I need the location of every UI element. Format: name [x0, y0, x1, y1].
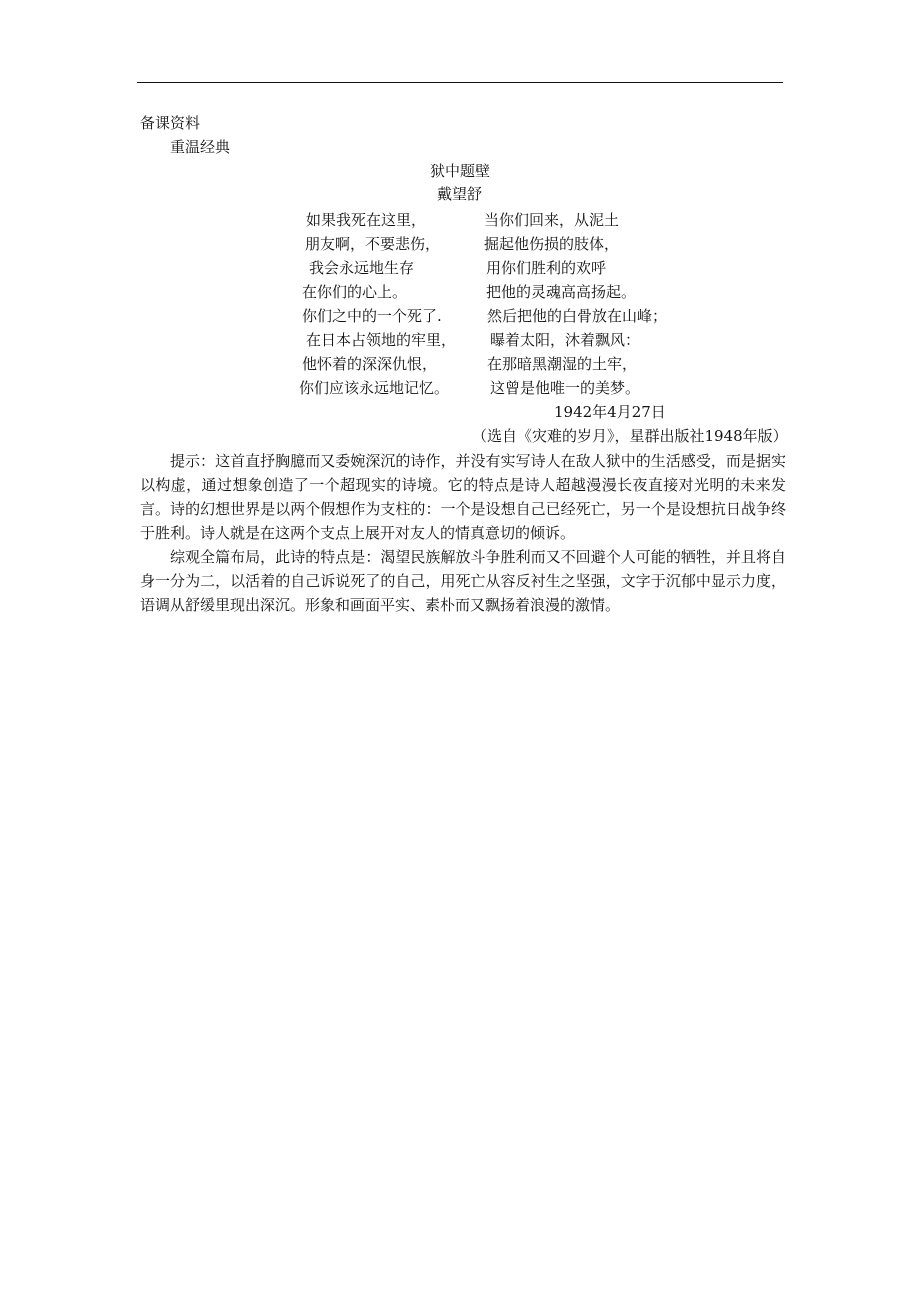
poem-right-line: 掘起他伤损的肢体， [484, 235, 620, 253]
header-rule [137, 82, 783, 83]
poem-date: 1942年4月27日 [554, 403, 666, 421]
poem-left-line: 在日本占领地的牢里， [306, 331, 457, 349]
poem-right-line: 当你们回来，从泥土 [484, 211, 620, 229]
poem-left-line: 我会永远地生存 [309, 259, 415, 277]
poem-left-line: 如果我死在这里， [306, 211, 427, 229]
poem-right-line: 在那暗黑潮湿的土牢， [487, 355, 638, 373]
poem-right-line: 然后把他的白骨放在山峰； [487, 307, 668, 325]
summary-paragraph: 综观全篇布局，此诗的特点是：渴望民族解放斗争胜利而又不回避个人可能的牺牲，并且将自身一分为二，以活着的自己诉说死了的自己，用死亡从容反衬生之坚强，文字于沉郁中显示力度，语调从舒缓里现出深沉。形象和画面平实、素朴而又飘扬着浪漫的激情。 [140, 548, 786, 614]
sub-label: 重温经典 [170, 138, 231, 156]
hint-paragraph: 提示：这首直抒胸臆而又委婉深沉的诗作，并没有实写诗人在敌人狱中的生活感受，而是据实以构虚，通过想象创造了一个超现实的诗境。它的特点是诗人超越漫漫长夜直接对光明的未来发言。诗的幻想世界是以两个假想作为支柱的：一个是设想自己已经死亡，另一个是设想抗日战争终于胜利。诗人就是在这两个支点上展开对友人的情真意切的倾诉。 [140, 452, 786, 542]
poem-title: 狱中题壁 [430, 162, 491, 180]
poem-right-line: 用你们胜利的欢呼 [486, 259, 607, 277]
poem-left-line: 朋友啊，不要悲伤， [305, 235, 441, 253]
poem-left-line: 你们之中的一个死了. [302, 307, 442, 325]
poem-source: （选自《灾难的岁月》，星群出版社1948年版） [472, 427, 788, 445]
poem-author: 戴望舒 [437, 185, 483, 203]
poem-left-line: 你们应该永远地记忆。 [299, 379, 450, 397]
poem-right-line: 把他的灵魂高高扬起。 [486, 283, 637, 301]
section-label: 备课资料 [140, 114, 201, 132]
poem-right-line: 这曾是他唯一的美梦。 [490, 379, 641, 397]
poem-right-line: 曝着太阳，沐着飘风： [490, 331, 641, 349]
poem-left-line: 在你们的心上。 [302, 283, 408, 301]
poem-left-line: 他怀着的深深仇恨， [302, 355, 438, 373]
